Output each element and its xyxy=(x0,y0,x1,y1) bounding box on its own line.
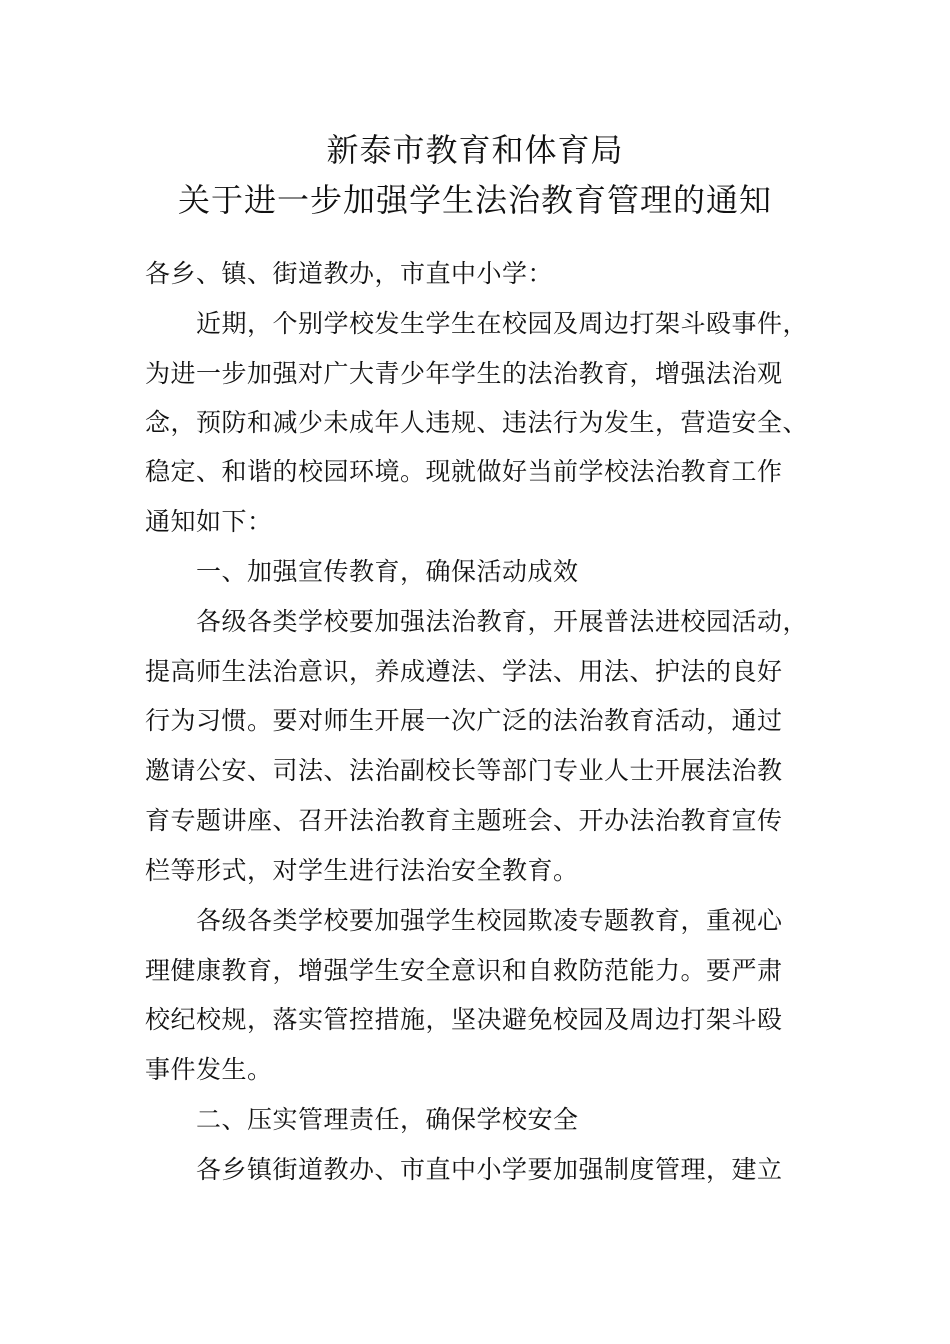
paragraph-line: 为进一步加强对广大青少年学生的法治教育，增强法治观 xyxy=(145,359,783,388)
paragraph-line: 理健康教育，增强学生安全意识和自救防范能力。要严肃 xyxy=(145,956,783,985)
paragraph-line: 行为习惯。要对师生开展一次广泛的法治教育活动，通过 xyxy=(145,706,783,735)
paragraph-line: 近期，个别学校发生学生在校园及周边打架斗殴事件， xyxy=(196,309,809,338)
paragraph-line: 栏等形式，对学生进行法治安全教育。 xyxy=(145,856,579,885)
section-heading: 二、压实管理责任，确保学校安全 xyxy=(196,1105,579,1134)
document-title-line-2: 关于进一步加强学生法治教育管理的通知 xyxy=(177,181,772,219)
paragraph-line: 事件发生。 xyxy=(145,1055,273,1084)
paragraph-line: 提高师生法治意识，养成遵法、学法、用法、护法的良好 xyxy=(145,657,783,686)
paragraph-line: 各级各类学校要加强学生校园欺凌专题教育，重视心 xyxy=(196,906,783,935)
salutation: 各乡、镇、街道教办，市直中小学： xyxy=(145,259,554,288)
paragraph-line: 念，预防和减少未成年人违规、违法行为发生，营造安全、 xyxy=(145,408,809,437)
paragraph-line: 稳定、和谐的校园环境。现就做好当前学校法治教育工作 xyxy=(145,457,783,486)
paragraph-line: 各级各类学校要加强法治教育，开展普法进校园活动， xyxy=(196,607,809,636)
paragraph-line: 邀请公安、司法、法治副校长等部门专业人士开展法治教 xyxy=(145,756,783,785)
document-title-line-1: 新泰市教育和体育局 xyxy=(326,131,624,169)
paragraph-line: 各乡镇街道教办、市直中小学要加强制度管理，建立 xyxy=(196,1155,783,1184)
section-heading: 一、加强宣传教育，确保活动成效 xyxy=(196,557,579,586)
paragraph-line: 通知如下： xyxy=(145,507,273,536)
paragraph-line: 育专题讲座、召开法治教育主题班会、开办法治教育宣传 xyxy=(145,806,783,835)
paragraph-line: 校纪校规，落实管控措施，坚决避免校园及周边打架斗殴 xyxy=(145,1005,783,1034)
